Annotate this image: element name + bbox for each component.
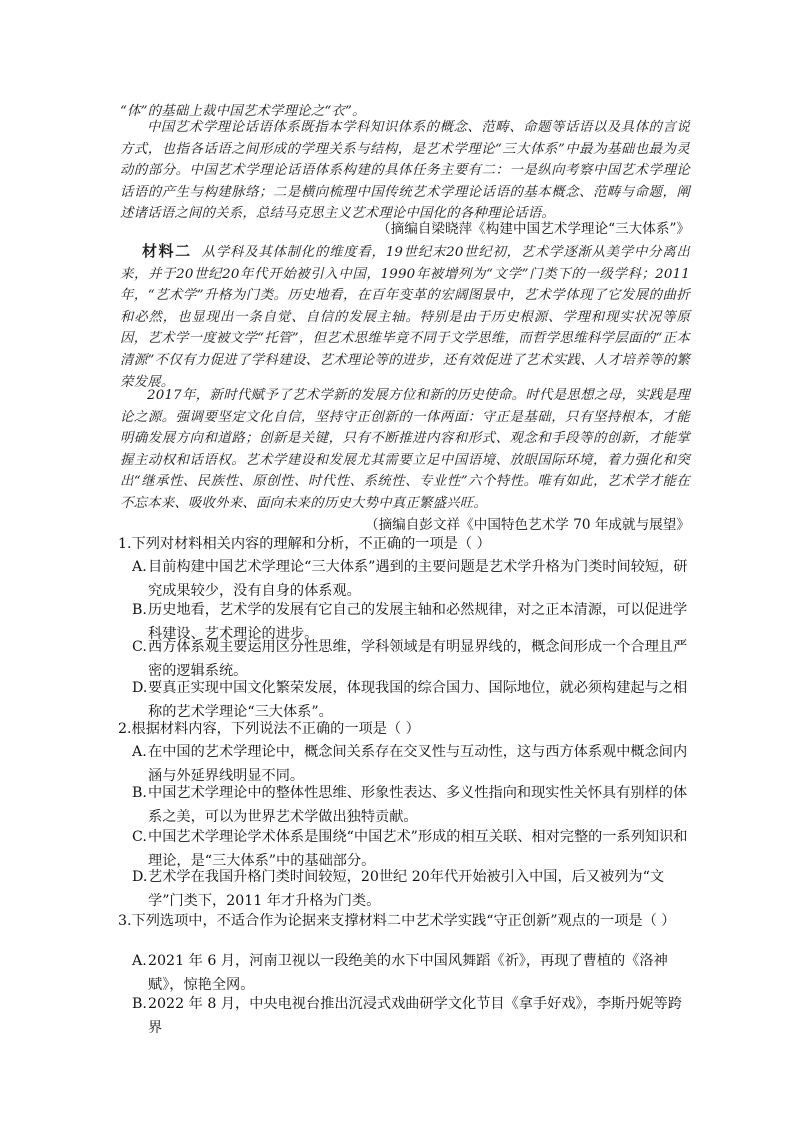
material-two-heading: 材料二 [142,242,192,260]
question-3-option-b[interactable] [132,993,688,1040]
option-text: 2022 年 8 月，中央电视台推出沉浸式戏曲研学文化节目《拿手好戏》，李斯丹妮等跨界 [148,996,682,1036]
question-2-stem: 2.根据材料内容，下列说法不正确的一项是（ ） [118,721,420,737]
option-letter: C. [132,829,147,845]
passage-paragraph-2-text: 从学科及其体制化的维度看，19世纪末20世纪初，艺术学逐渐从美学中分离出来，并于20世纪20年代开始被引入中国，1990年被增列为“文学”门类下的一级学科；2011年，“艺术学”升格为门类。历史地看，在百年变革的宏阔图景中，艺术学体现了它发展的曲折和必然，也显现出一条自觉、自信的发展主轴。特别是由于历史根源、学理和现实状况等原因，艺术学一度被文学“托管”，但艺术思维毕竟不同于文学思维，而哲学思维科学层面的“正本清源”不仅有力促进了学科建设、艺术理论等的进步，还有效促进了艺术实践、人才培养等的繁荣发展。 [120,245,690,390]
question-3-option-a[interactable] [132,950,688,997]
option-text: 中国艺术学理论中的整体性思维、形象性表达、多义性指向和现实性关怀具有别样的体系之美，可以为世界艺术学做出独特贡献。 [148,785,688,825]
source-citation-2: （摘编自彭文祥《中国特色艺术学 70 年成就与展望》 [364,517,690,533]
option-letter: A. [132,559,147,575]
question-2-option-b[interactable] [132,782,688,829]
option-text: 2021 年 6 月，河南卫视以一段绝美的水下中国风舞蹈《祈》，再现了曹植的《洛神赋》，惊艳全网。 [148,953,668,993]
option-letter: D. [132,869,148,885]
option-text: 历史地看，艺术学的发展有它自己的发展主轴和必然规律，对之正本清源，可以促进学科建设、艺术理论的进步。 [148,602,688,642]
option-letter: B. [132,602,147,618]
passage-paragraph-2 [120,241,690,393]
question-2-option-d[interactable] [132,866,688,913]
option-letter: A. [132,953,147,969]
question-2-option-a[interactable] [132,741,688,788]
option-letter: C. [132,639,147,655]
passage-paragraph-3: 2017年，新时代赋予了艺术学新的发展方位和新的历史使命。时代是思想之母，实践是理论之源。强调要坚定文化自信，坚持守正创新的一体两面：守正是基础，只有坚持根本，才能明确发展方向和道路；创新是关键，只有不断推进内容和形式、观念和手段等的创新，才能掌握主动权和话语权。艺术学建设和发展尤其需要立足中国语境、放眼国际环境，着力强化和突出“继承性、民族性、原创性、时代性、系统性、专业性”六个特性。唯有如此，艺术学才能在不忘本来、吸收外来、面向未来的历史大势中真正繁盛兴旺。 [120,388,690,511]
option-letter: A. [132,744,147,760]
question-1-option-d[interactable] [132,677,688,724]
question-1-stem: 1.下列对材料相关内容的理解和分析，不正确的一项是（ ） [118,536,491,552]
option-text: 艺术学在我国升格门类时间较短，20世纪 20年代开始被引入中国，后又被列为“文学”门类下，2011 年才升格为门类。 [148,869,665,909]
question-1-option-a[interactable] [132,556,688,603]
option-text: 要真正实现中国文化繁荣发展，体现我国的综合国力、国际地位，就必须构建起与之相称的艺术学理论“三大体系”。 [148,680,688,720]
source-citation-1: （摘编自梁晓萍《构建中国艺术学理论“三大体系”》 [377,221,690,237]
passage-paragraph-1: 中国艺术学理论话语体系既指本学科知识体系的概念、范畴、命题等话语以及具体的言说方式，也指各话语之间形成的学理关系与结构，是艺术学理论“三大体系”中最为基础也最为灵动的部分。中国艺术学理论话语体系构建的具体任务主要有二：一是纵向考察中国艺术学理论话语的产生与构建脉络；二是横向梳理中国传统艺术学理论话语的基本概念、范畴与命题，阐述诸话语之间的关系，总结马克思主义艺术理论中国化的各种理论话语。 [120,120,690,222]
option-text: 目前构建中国艺术学理论“三大体系”遇到的主要问题是艺术学升格为门类时间较短，研究成果较少，没有自身的体系观。 [148,559,688,599]
option-text: 在中国的艺术学理论中，概念间关系存在交叉性与互动性，这与西方体系观中概念间内涵与外延界线明显不同。 [148,744,688,784]
option-text: 中国艺术学理论学术体系是围绕“中国艺术”形成的相互关联、相对完整的一系列知识和理论，是“三大体系”中的基础部分。 [148,829,688,869]
option-letter: B. [132,785,147,801]
option-text: 西方体系观主要运用区分性思维，学科领域是有明显界线的，概念间形成一个合理且严密的逻辑系统。 [148,639,688,679]
question-1-option-c[interactable] [132,636,688,683]
option-letter: B. [132,996,147,1012]
question-3-stem: 3.下列选项中，不适合作为论据来支撑材料二中艺术学实践“守正创新”观点的一项是（ ） [118,913,676,929]
passage-paragraph-0: “体”的基础上裁中国艺术学理论之“衣”。 [120,104,366,119]
option-letter: D. [132,680,148,696]
